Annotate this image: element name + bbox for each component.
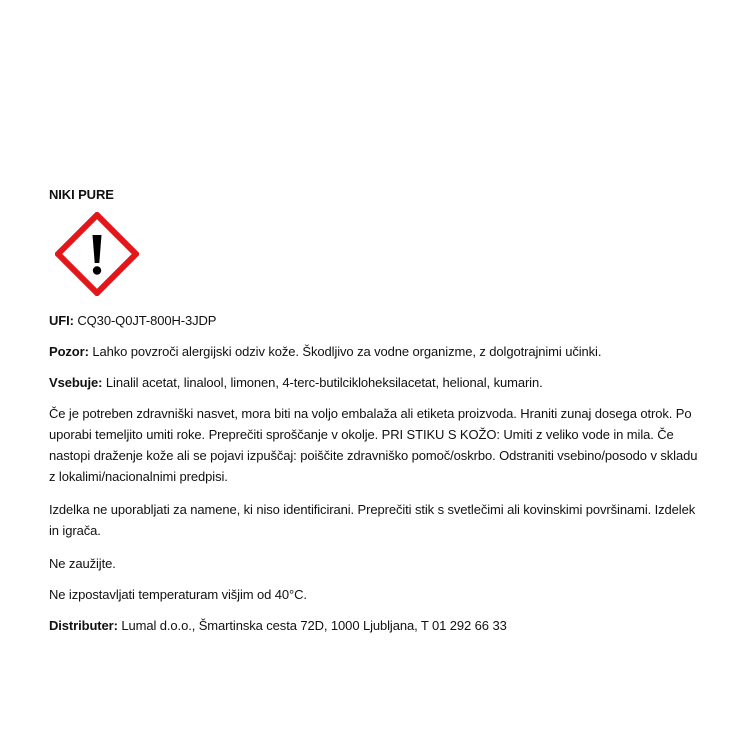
ufi-label: UFI:: [49, 313, 74, 328]
warning-label: Pozor:: [49, 344, 89, 359]
warning-text: Lahko povzroči alergijski odziv kože. Škodljivo za vodne organizme, z dolgotrajnimi učinki.: [88, 344, 602, 359]
do-not-swallow-statement: Ne zaužijte.: [49, 556, 116, 571]
usage-restrictions: Izdelka ne uporabljati za namene, ki niso identificirani. Preprečiti stik s svetlečimi ali kovinskimi površinami. Izdelek in igrača.: [49, 502, 696, 538]
ghs07-exclamation-mark-icon: [55, 212, 139, 296]
contains-label: Vsebuje:: [49, 375, 103, 390]
warning-statement: [49, 341, 699, 362]
ufi-value: CQ30-Q0JT-800H-3JDP: [73, 313, 217, 328]
product-title: NIKI PURE: [49, 187, 114, 202]
contains-statement: [49, 372, 699, 393]
precautionary-statements: Če je potreben zdravniški nasvet, mora biti na voljo embalaža ali etiketa proizvoda. Hraniti zunaj dosega otrok. Po uporabi temeljito umiti roke. Preprečiti sproščanje v okolje. PRI STIKU S KOŽO: Umiti z veliko vode in mila. Če nastopi draženje kože ali se pojavi izpuščaj: poiščite zdravniško pomoč/oskrbo. Odstraniti vsebino/posodo v skladu z lokalimi/nacionalnimi predpisi.: [49, 406, 698, 484]
ufi-line: [49, 310, 699, 331]
distributor-text: Lumal d.o.o., Šmartinska cesta 72D, 1000 Ljubljana, T 01 292 66 33: [117, 618, 507, 633]
contains-text: Linalil acetat, linalool, limonen, 4-terc-butilcikloheksilacetat, helional, kumarin.: [102, 375, 543, 390]
temperature-statement: Ne izpostavljati temperaturam višjim od 40°C.: [49, 587, 307, 602]
product-label: [49, 184, 699, 636]
distributor-label: Distributer:: [49, 618, 118, 633]
distributor-line: [49, 615, 699, 636]
